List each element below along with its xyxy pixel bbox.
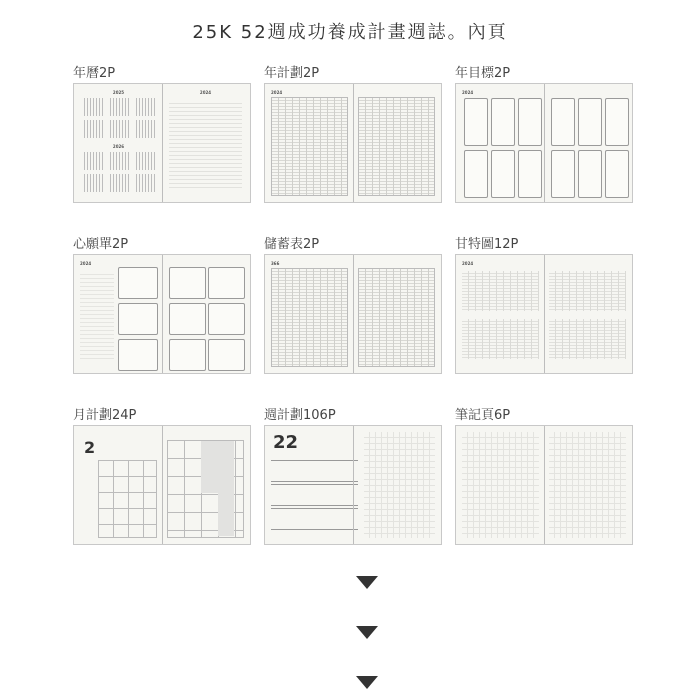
year-plan-table xyxy=(271,97,348,196)
preview-gantt xyxy=(455,254,633,374)
calendar-year-left: 2025 xyxy=(112,90,125,95)
goal-box xyxy=(605,98,629,146)
wish-box xyxy=(208,339,245,371)
preview-month-plan xyxy=(73,425,251,545)
preview-year-goals xyxy=(455,83,633,203)
year-calendar-left-page xyxy=(80,90,157,196)
section-label-year-goals: 年目標2P xyxy=(455,66,511,81)
wish-box xyxy=(169,339,206,371)
goal-box xyxy=(578,98,602,146)
savings-header: 366 xyxy=(271,261,280,266)
goal-box xyxy=(518,150,542,198)
month-number: 2 xyxy=(84,438,96,457)
goal-box xyxy=(491,98,515,146)
wishlist-right-page xyxy=(167,261,244,367)
savings-left-page xyxy=(271,261,348,367)
week-day-row xyxy=(271,460,358,482)
year-plan-right-page xyxy=(358,90,435,196)
week-grid xyxy=(364,432,435,538)
gantt-right-page xyxy=(549,261,626,367)
mini-month xyxy=(134,120,156,138)
section-label-month-plan: 月計劃24P xyxy=(73,408,137,423)
week-plan-left-page xyxy=(271,432,348,538)
mini-month xyxy=(82,120,104,138)
year-plan-table xyxy=(358,97,435,196)
wishlist-left-page xyxy=(80,261,157,367)
wish-box xyxy=(118,303,158,335)
section-label-notes: 筆記頁6P xyxy=(455,408,511,423)
wishlist-lines xyxy=(80,271,114,361)
goal-box xyxy=(491,150,515,198)
section-label-wishlist: 心願單2P xyxy=(73,237,129,252)
section-label-gantt: 甘特圖12P xyxy=(455,237,519,252)
mini-month xyxy=(134,174,156,192)
month-shaded-cells xyxy=(201,441,234,493)
wish-box xyxy=(118,267,158,299)
mini-month xyxy=(108,120,130,138)
section-label-week-plan: 週計劃106P xyxy=(264,408,336,423)
goal-box xyxy=(578,150,602,198)
wish-box xyxy=(169,267,206,299)
calendar-year-right: 2024 xyxy=(199,90,212,95)
section-label-savings: 儲蓄表2P xyxy=(264,237,320,252)
savings-right-page xyxy=(358,261,435,367)
mini-month xyxy=(108,152,130,170)
mini-month xyxy=(108,174,130,192)
month-lines xyxy=(169,100,242,188)
mini-month xyxy=(134,152,156,170)
wish-box xyxy=(118,339,158,371)
month-plan-left-page xyxy=(80,432,157,538)
mini-month xyxy=(134,98,156,116)
gantt-grid xyxy=(549,319,626,359)
week-day-row xyxy=(271,508,358,530)
down-arrow-icon xyxy=(356,626,378,639)
section-label-year-calendar: 年曆2P xyxy=(73,66,116,81)
wish-box xyxy=(208,303,245,335)
page-title: 25K 52週成功養成計畫週誌。內頁 xyxy=(192,22,508,43)
calendar-year-left-2: 2026 xyxy=(112,144,125,149)
year-goals-right-page xyxy=(549,90,626,196)
week-plan-right-page xyxy=(358,432,435,538)
gantt-grid xyxy=(462,271,539,311)
week-day-row xyxy=(271,484,358,506)
year-plan-year: 2024 xyxy=(271,90,283,95)
mini-month xyxy=(82,152,104,170)
mini-month xyxy=(108,98,130,116)
goal-box xyxy=(551,98,575,146)
goal-box xyxy=(518,98,542,146)
notes-left-page xyxy=(462,432,539,538)
wish-box xyxy=(169,303,206,335)
savings-table xyxy=(271,268,348,367)
savings-table xyxy=(358,268,435,367)
preview-week-plan xyxy=(264,425,442,545)
gantt-grid xyxy=(549,271,626,311)
goal-box xyxy=(605,150,629,198)
preview-savings xyxy=(264,254,442,374)
year-goals-left-page xyxy=(462,90,539,196)
down-arrow-icon xyxy=(356,576,378,589)
notes-right-page xyxy=(549,432,626,538)
wishlist-year: 2024 xyxy=(80,261,92,266)
preview-year-plan xyxy=(264,83,442,203)
preview-notes xyxy=(455,425,633,545)
month-plan-right-page xyxy=(167,432,244,538)
section-label-year-plan: 年計劃2P xyxy=(264,66,320,81)
mini-month xyxy=(82,98,104,116)
month-shaded-cells xyxy=(218,493,234,536)
goal-box xyxy=(551,150,575,198)
preview-wishlist xyxy=(73,254,251,374)
week-number: 22 xyxy=(273,432,299,453)
goal-box xyxy=(464,98,488,146)
wish-box xyxy=(208,267,245,299)
year-calendar-right-page xyxy=(167,90,244,196)
mini-month xyxy=(82,174,104,192)
year-goals-year: 2024 xyxy=(462,90,474,95)
gantt-left-page xyxy=(462,261,539,367)
year-plan-left-page xyxy=(271,90,348,196)
preview-year-calendar xyxy=(73,83,251,203)
goal-box xyxy=(464,150,488,198)
gantt-year: 2024 xyxy=(462,261,474,266)
down-arrow-icon xyxy=(356,676,378,689)
month-grid xyxy=(98,460,157,538)
gantt-grid xyxy=(462,319,539,359)
